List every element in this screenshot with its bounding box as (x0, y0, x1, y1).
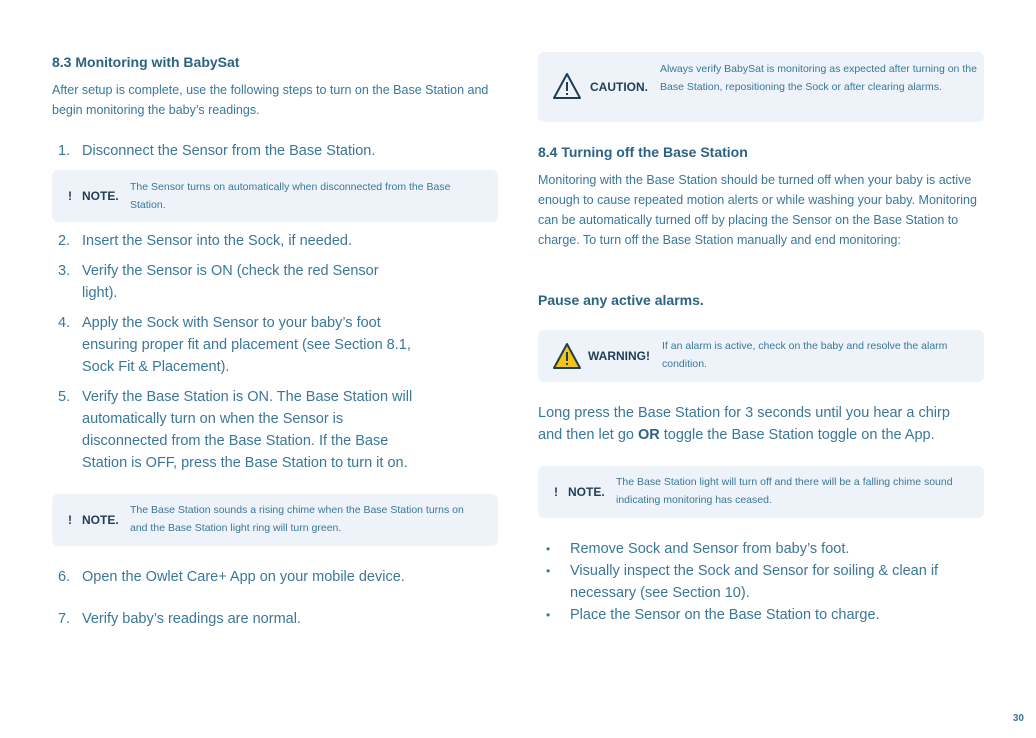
step-number: 7. (58, 611, 71, 627)
bullet-dot: • (546, 564, 551, 578)
step-text: Verify baby’s readings are normal. (82, 611, 301, 627)
step-number: 3. (58, 263, 71, 279)
bullet-place-sensor (546, 604, 966, 626)
step-text: Disconnect the Sensor from the Base Station. (82, 143, 376, 159)
bullet-dot: • (546, 542, 551, 556)
step-5 (58, 386, 478, 474)
warning-triangle-yellow-icon (552, 342, 582, 370)
warning-triangle-icon (552, 72, 582, 100)
long-press-instruction (538, 402, 978, 446)
note-exclamation-icon: ! (68, 513, 72, 527)
step-text: Verify the Sensor is ON (check the red Sensor light). (82, 263, 379, 301)
note-text: The Sensor turns on automatically when disconnected from the Base Station. (130, 181, 451, 211)
long-press-text-after: toggle the Base Station toggle on the App. (659, 427, 935, 443)
section-heading-8-4: 8.4 Turning off the Base Station (538, 144, 748, 160)
step-3 (58, 260, 478, 304)
caution-box (538, 52, 984, 122)
bullet-text: Place the Sensor on the Base Station to charge. (570, 607, 880, 623)
page-number: 30 (1012, 713, 1024, 724)
note-label: NOTE. (82, 513, 119, 527)
step-text: Open the Owlet Care+ App on your mobile device. (82, 569, 405, 585)
step-number: 5. (58, 389, 71, 405)
note-text: The Base Station light will turn off and there will be a falling chime sound indicating monitoring has ceased. (616, 476, 953, 506)
note-text: The Base Station sounds a rising chime when the Base Station turns on and the Base Station light ring will turn green. (130, 504, 464, 534)
step-2 (58, 230, 478, 252)
bullet-remove-sock (546, 538, 966, 560)
note-label: NOTE. (82, 189, 119, 203)
section-8-3-intro: After setup is complete, use the following steps to turn on the Base Station and begin monitoring the baby’s readings. (52, 83, 489, 117)
step-7 (58, 608, 478, 630)
note-exclamation-icon: ! (554, 485, 558, 499)
step-text: Verify the Base Station is ON. The Base Station will automatically turn on when the Sensor is disconnected from the Base Station. If the Base Station is OFF, press the Base Station to turn it on. (82, 389, 413, 471)
note-label: NOTE. (568, 485, 605, 499)
step-text: Insert the Sensor into the Sock, if needed. (82, 233, 353, 249)
pause-alarms-heading: Pause any active alarms. (538, 292, 704, 308)
bullet-dot: • (546, 608, 551, 622)
note-sensor-on (52, 170, 498, 222)
step-number: 1. (58, 143, 71, 159)
warning-label: WARNING! (588, 349, 650, 363)
step-4 (58, 312, 478, 378)
step-6 (58, 566, 478, 588)
section-heading-8-3: 8.3 Monitoring with BabySat (52, 54, 240, 70)
long-press-or: OR (637, 427, 660, 443)
step-number: 4. (58, 315, 71, 331)
step-number: 2. (58, 233, 71, 249)
bullet-text: Remove Sock and Sensor from baby’s foot. (570, 541, 850, 557)
step-number: 6. (58, 569, 71, 585)
note-base-station-chime (52, 494, 498, 546)
bullet-inspect-sock (546, 560, 966, 604)
section-8-4-intro: Monitoring with the Base Station should be turned off when your baby is active enough to cause repeated motion alerts or while washing your baby. Monitoring can be automatically turned off by placing the Sensor on the Base Station to charge. To turn off the Base Station manually and end monitoring: (538, 173, 977, 247)
caution-label: CAUTION. (590, 80, 648, 94)
step-1 (58, 140, 478, 162)
warning-box (538, 330, 984, 382)
long-press-text-before: Long press the Base Station for 3 seconds until you hear a chirp and then let go (538, 405, 950, 443)
note-light-off (538, 466, 984, 518)
note-exclamation-icon: ! (68, 189, 72, 203)
caution-text: Always verify BabySat is monitoring as expected after turning on the Base Station, repositioning the Sock or after clearing alarms. (660, 63, 977, 93)
warning-text: If an alarm is active, check on the baby and resolve the alarm condition. (662, 340, 948, 370)
step-text: Apply the Sock with Sensor to your baby’s foot ensuring proper fit and placement (see Section 8.1, Sock Fit & Placement). (82, 315, 411, 375)
bullet-text: Visually inspect the Sock and Sensor for soiling & clean if necessary (see Section 10). (570, 563, 939, 601)
